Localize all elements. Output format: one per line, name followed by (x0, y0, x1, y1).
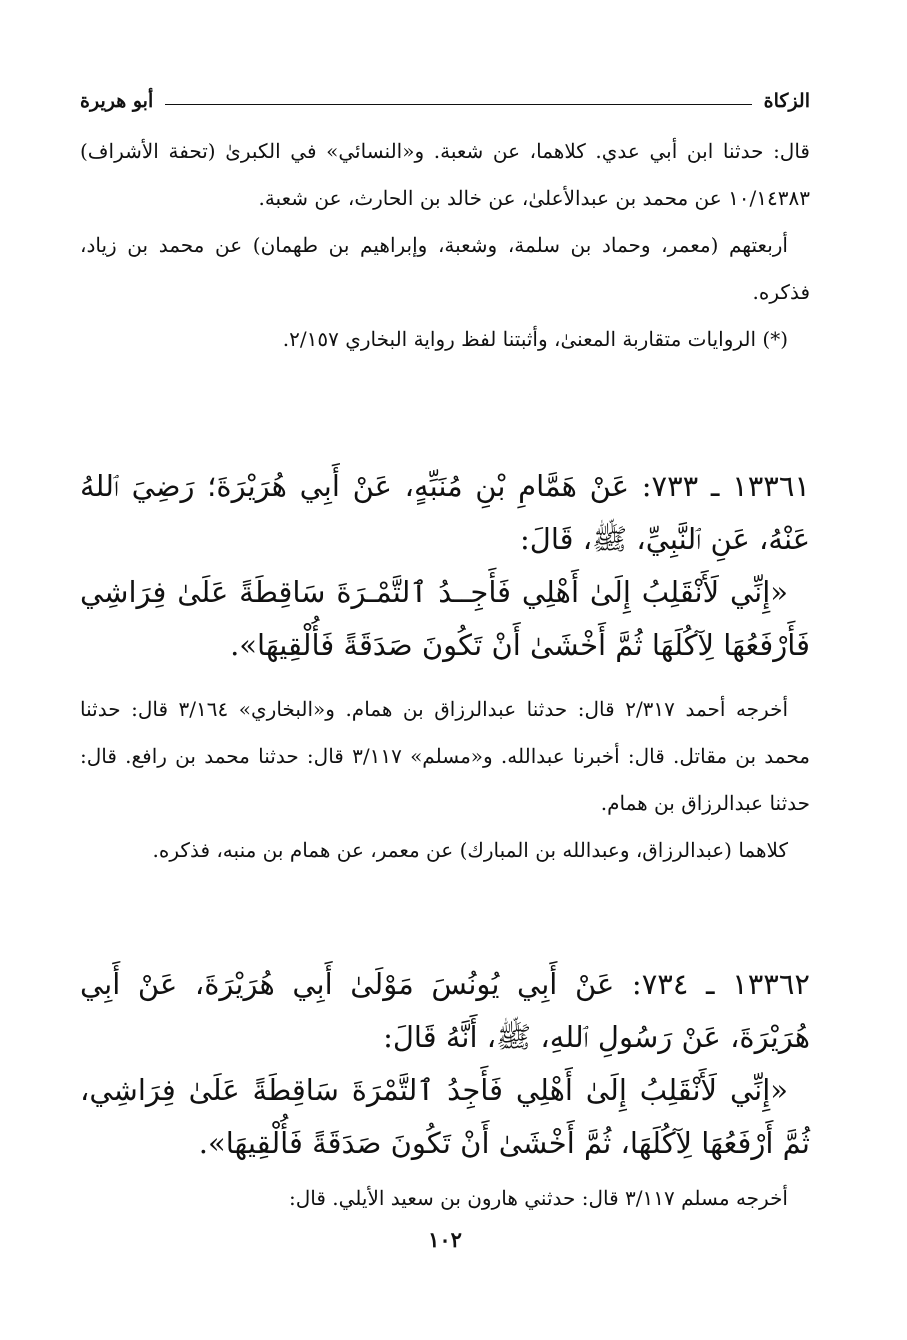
hadith-2-takhrij-text: أخرجه مسلم ٣/١١٧ قال: حدثني هارون بن سعيد الأيلي. قال: (288, 1186, 788, 1210)
header-rule (165, 104, 751, 105)
intro-paragraph-1: قال: حدثنا ابن أبي عدي. كلاهما، عن شعبة. و«النسائي» في الكبرىٰ (تحفة الأشراف) ١٠/١٤٣٨٣ عن محمد بن عبدالأعلىٰ، عن خالد بن الحارث، عن شعبة. (80, 139, 810, 210)
hadith-2-isnad: ١٣٣٦٢ ـ ٧٣٤: عَنْ أَبِي يُونُسَ مَوْلَىٰ أَبِي هُرَيْرَةَ، عَنْ أَبِي هُرَيْرَةَ، عَنْ رَسُولِ ٱللهِ، ﷺ، أَنَّهُ قَالَ: (80, 967, 811, 1054)
running-header (80, 86, 810, 116)
narrator-title: أبو هريرة (80, 90, 154, 112)
book-page (80, 0, 810, 1340)
hadith-2 (80, 958, 810, 1170)
hadith-1-isnad: ١٣٣٦١ ـ ٧٣٣: عَنْ هَمَّامِ بْنِ مُنَبِّهٍ، عَنْ أَبِي هُرَيْرَةَ؛ رَضِيَ ٱللهُ عَنْهُ، عَنِ ٱلنَّبِيِّ، ﷺ، قَالَ: (80, 469, 811, 556)
hadith-2-matn: «إِنِّي لَأَنْقَلِبُ إِلَىٰ أَهْلِي فَأَجِدُ ٱلتَّمْرَةَ سَاقِطَةً عَلَىٰ فِرَاشِي، ثُمَّ أَرْفَعُهَا لِآكُلَهَا، ثُمَّ أَخْشَىٰ أَنْ تَكُونَ صَدَقَةً فَأُلْقِيهَا». (80, 1073, 810, 1160)
intro-paragraph-2: أربعتهم (معمر، وحماد بن سلمة، وشعبة، وإبراهيم بن طهمان) عن محمد بن زياد، فذكره. (80, 233, 810, 304)
hadith-2-takhrij (80, 1175, 810, 1222)
hadith-1-matn: «إِنِّي لَأَنْقَلِبُ إِلَىٰ أَهْلِي فَأَجِــدُ ٱلتَّمْـرَةَ سَاقِطَةً عَلَىٰ فِرَاشِي فَأَرْفَعُهَا لِآكُلَهَا ثُمَّ أَخْشَىٰ أَنْ تَكُونَ صَدَقَةً فَأُلْقِيهَا». (80, 575, 810, 662)
hadith-1 (80, 460, 810, 672)
chapter-title: الزكاة (763, 90, 810, 112)
page-number: ١٠٢ (428, 1227, 462, 1252)
footnote: (*) الروايات متقاربة المعنىٰ، وأثبتنا لفظ رواية البخاري ٢/١٥٧. (282, 327, 788, 351)
hadith-1-takhrij-1: أخرجه أحمد ٢/٣١٧ قال: حدثنا عبدالرزاق بن همام. و«البخاري» ٣/١٦٤ قال: حدثنا محمد بن مقاتل. قال: أخبرنا عبدالله. و«مسلم» ٣/١١٧ قال: حدثنا محمد بن رافع. قال: حدثنا عبدالرزاق بن همام. (80, 697, 810, 815)
hadith-1-takhrij (80, 686, 810, 874)
intro-section (80, 128, 810, 363)
hadith-1-takhrij-2: كلاهما (عبدالرزاق، وعبدالله بن المبارك) عن معمر، عن همام بن منبه، فذكره. (152, 838, 788, 862)
